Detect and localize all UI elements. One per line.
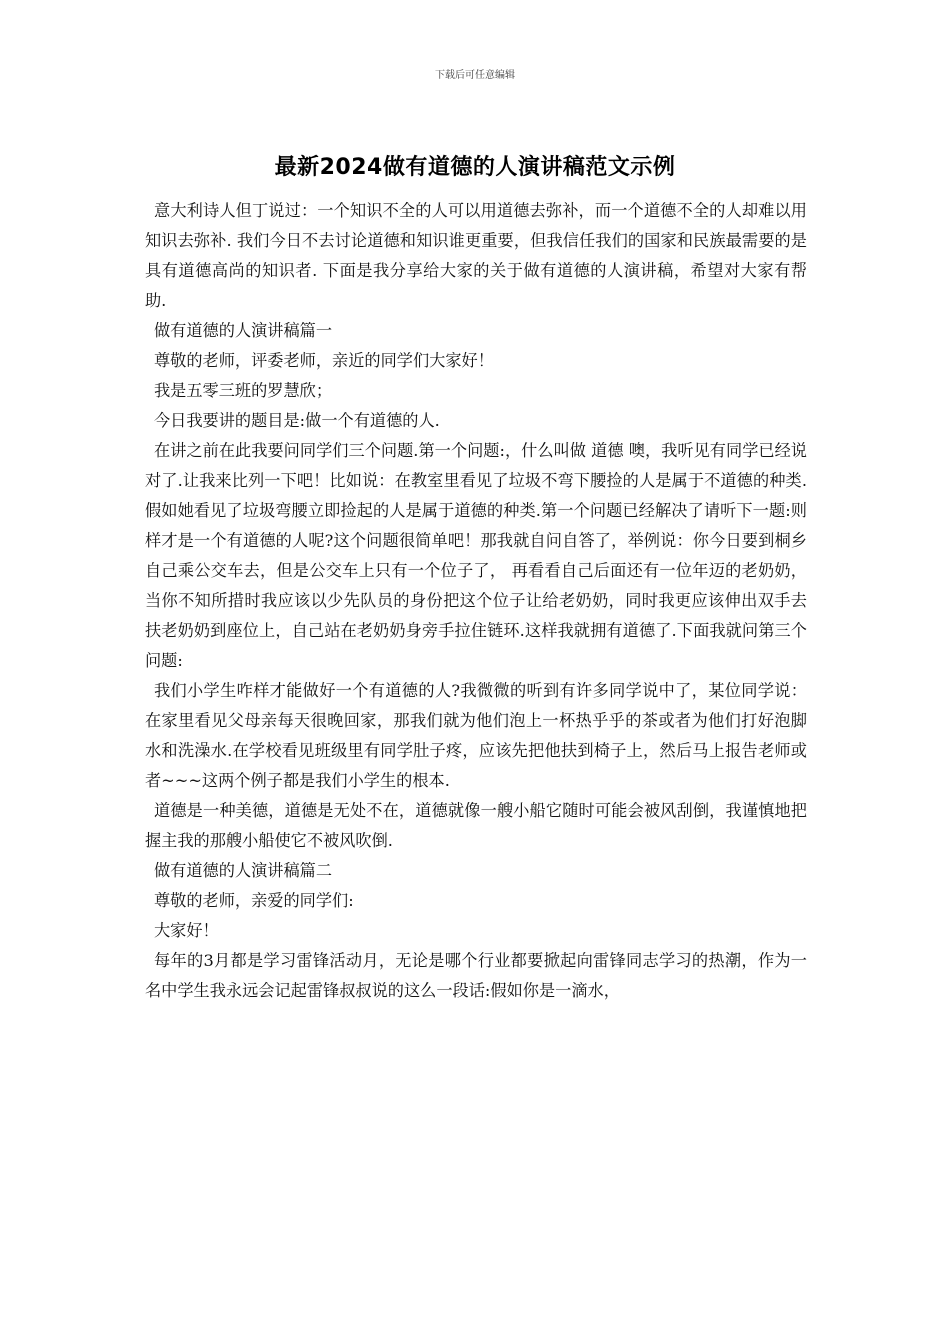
section-heading-1: 做有道德的人演讲稿篇一 xyxy=(154,321,333,340)
paragraph: 尊敬的老师，亲爱的同学们: xyxy=(154,891,354,910)
paragraph: 我们小学生咋样才能做好一个有道德的人?我微微的听到有许多同学说中了，某位同学说：在家里看见父母亲每天很晚回家，那我们就为他们泡上一杯热乎乎的茶或者为他们打好泡脚水和洗澡水.在学校看见班级里有同学肚子疼，应该先把他扶到椅子上，然后马上报告老师或者~~~这两个例子都是我们小学生的根本. xyxy=(145,681,807,790)
header-note: 下载后可任意编辑 xyxy=(435,70,515,81)
paragraph: 道德是一种美德，道德是无处不在，道德就像一艘小船它随时可能会被风刮倒，我谨慎地把握主我的那艘小船使它不被风吹倒. xyxy=(145,801,807,850)
paragraph: 今日我要讲的题目是:做一个有道德的人. xyxy=(154,411,440,430)
paragraph-intro: 意大利诗人但丁说过：一个知识不全的人可以用道德去弥补，而一个道德不全的人却难以用知识去弥补. 我们今日不去讨论道德和知识谁更重要，但我信任我们的国家和民族最需要的是具有道德高尚的知识者. 下面是我分享给大家的关于做有道德的人演讲稿，希望对大家有帮助. xyxy=(145,201,807,310)
paragraph: 每年的3月都是学习雷锋活动月，无论是哪个行业都要掀起向雷锋同志学习的热潮，作为一名中学生我永远会记起雷锋叔叔说的这么一段话:假如你是一滴水， xyxy=(145,951,807,1000)
paragraph: 尊敬的老师，评委老师，亲近的同学们大家好！ xyxy=(154,351,494,370)
section-heading-2: 做有道德的人演讲稿篇二 xyxy=(154,861,333,880)
document-body xyxy=(145,196,807,1006)
paragraph: 大家好！ xyxy=(154,921,219,940)
paragraph: 我是五零三班的罗慧欣； xyxy=(154,381,333,400)
paragraph: 在讲之前在此我要问同学们三个问题.第一个问题:，什么叫做 道德 噢，我听见有同学已经说对了.让我来比列一下吧！比如说：在教室里看见了垃圾不弯下腰捡的人是属于不道德的种类.假如她看见了垃圾弯腰立即捡起的人是属于道德的种类.第一个问题已经解决了请听下一题:则样才是一个有道德的人呢?这个问题很简单吧！那我就自问自答了，举例说：你今日要到桐乡自己乘公交车去，但是公交车上只有一个位子了， 再看看自己后面还有一位年迈的老奶奶，当你不知所措时我应该以少先队员的身份把这个位子让给老奶奶，同时我更应该伸出双手去扶老奶奶到座位上，自己站在老奶奶身旁手拉住链环.这样我就拥有道德了.下面我就问第三个问题: xyxy=(145,441,807,670)
document-title: 最新2024做有道德的人演讲稿范文示例 xyxy=(274,155,676,180)
